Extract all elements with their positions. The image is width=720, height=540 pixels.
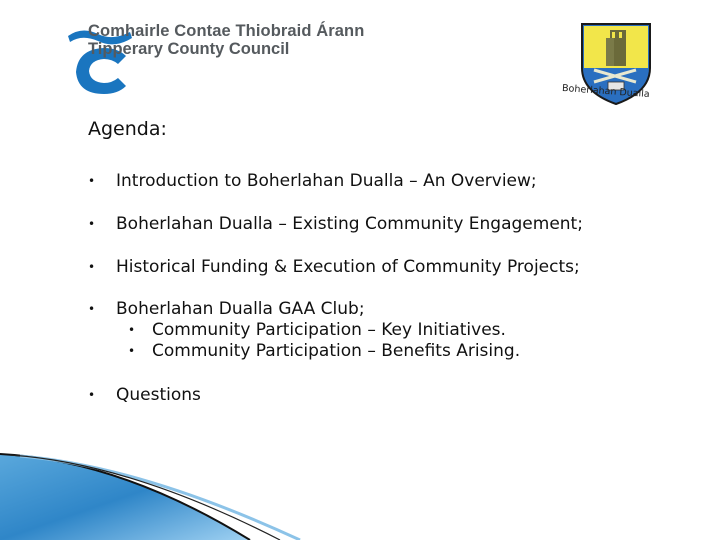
club-crest-caption: Boherlahan Dualla <box>561 82 650 101</box>
agenda-item-text: Historical Funding & Execution of Community Projects; <box>116 257 580 277</box>
sub-bullet-icon: • <box>128 344 136 358</box>
bullet-icon: • <box>88 174 96 188</box>
org-name-english: Tipperary County Council <box>88 40 290 58</box>
agenda-item-text: Boherlahan Dualla – Existing Community Engagement; <box>116 214 583 234</box>
agenda-item <box>88 213 688 235</box>
agenda-item-text: Questions <box>116 385 201 405</box>
agenda-sub-list <box>128 320 688 362</box>
agenda-sub-item-text: Community Participation – Benefits Arising. <box>152 341 521 361</box>
agenda-list <box>88 170 688 406</box>
agenda-item <box>88 256 688 278</box>
agenda-title: Agenda: <box>88 118 167 140</box>
decorative-swoosh <box>0 440 720 540</box>
agenda-sub-item <box>128 320 688 341</box>
sub-bullet-icon: • <box>128 323 136 337</box>
agenda-sub-item <box>128 341 688 362</box>
agenda-item <box>88 384 688 406</box>
agenda-item <box>88 170 688 192</box>
org-name-irish: Comhairle Contae Thiobraid Árann <box>88 22 365 40</box>
bullet-icon: • <box>88 388 96 402</box>
bullet-icon: • <box>88 260 96 274</box>
agenda-sub-item-text: Community Participation – Key Initiatives. <box>152 320 506 340</box>
agenda-item-text: Boherlahan Dualla GAA Club; <box>116 299 365 319</box>
bullet-icon: • <box>88 217 96 231</box>
bullet-icon: • <box>88 302 96 316</box>
agenda-item-text: Introduction to Boherlahan Dualla – An Overview; <box>116 171 537 191</box>
agenda-item <box>88 298 688 362</box>
